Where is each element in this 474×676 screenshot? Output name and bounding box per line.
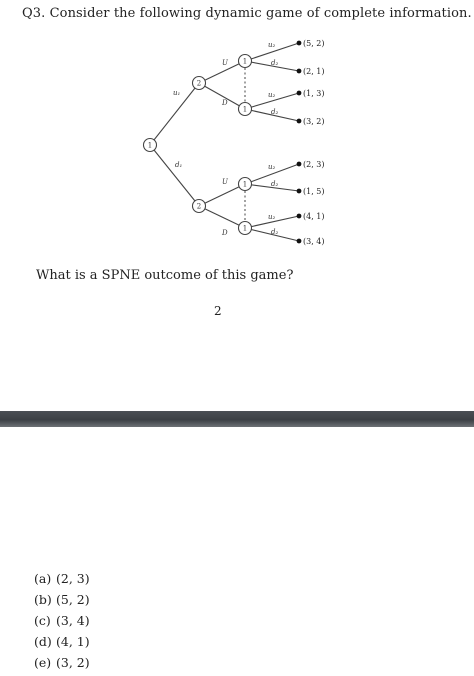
label-uu-d: d₂ [271,59,279,67]
label-ld-d: d₂ [271,228,279,236]
label-ud-d: d₂ [271,108,279,116]
option-value: (4, 1) [56,634,90,649]
svg-text:1: 1 [242,57,248,66]
edge-root-down [150,145,199,206]
option-c[interactable] [34,610,90,631]
svg-text:1: 1 [147,141,153,150]
option-letter: (b) [34,592,52,607]
node-p1-ld [239,222,252,235]
game-tree-diagram [130,32,370,257]
label-ld-u: u₂ [268,213,276,221]
label-upper-U: U [222,59,228,67]
svg-text:1: 1 [242,105,248,114]
label-lower-U: U [222,178,228,186]
node-p2-upper [193,77,206,90]
option-value: (5, 2) [56,592,90,607]
edge-lower-D [199,206,245,228]
label-lower-D: D [222,229,228,237]
label-root-down: d₁ [175,161,183,169]
node-p1-lu [239,178,252,191]
label-ud-u: u₂ [268,91,276,99]
option-letter: (d) [34,634,52,649]
svg-text:2: 2 [196,202,202,211]
label-upper-D: D [222,99,228,107]
question-text: Q3. Consider the following dynamic game of complete information. [22,6,472,21]
option-letter: (e) [34,655,52,670]
option-value: (2, 3) [56,571,90,586]
option-e[interactable] [34,652,90,673]
node-p1-uu [239,55,252,68]
answer-options [34,568,90,673]
option-b[interactable] [34,589,90,610]
payoff-1: (5, 2) [303,39,325,48]
label-lu-d: d₂ [271,180,279,188]
option-value: (3, 2) [56,655,90,670]
node-root [144,139,157,152]
payoff-8: (3, 4) [303,237,325,246]
label-lu-u: u₂ [268,163,276,171]
svg-text:1: 1 [242,180,248,189]
option-letter: (a) [34,571,52,586]
node-p2-lower [193,200,206,213]
edge-lower-U [199,184,245,206]
label-root-up: u₁ [173,89,181,97]
option-letter: (c) [34,613,51,628]
node-p1-ud [239,103,252,116]
label-uu-u: u₂ [268,41,276,49]
option-value: (3, 4) [56,613,90,628]
svg-text:2: 2 [196,79,202,88]
payoff-2: (2, 1) [303,67,325,76]
page-separator [0,411,474,427]
payoff-3: (1, 3) [303,89,325,98]
page-number: 2 [214,304,222,318]
payoff-4: (3, 2) [303,117,325,126]
payoff-6: (1, 5) [303,187,325,196]
option-d[interactable] [34,631,90,652]
payoff-5: (2, 3) [303,160,325,169]
svg-text:1: 1 [242,224,248,233]
option-a[interactable] [34,568,90,589]
prompt-text: What is a SPNE outcome of this game? [36,268,294,283]
payoff-7: (4, 1) [303,212,325,221]
